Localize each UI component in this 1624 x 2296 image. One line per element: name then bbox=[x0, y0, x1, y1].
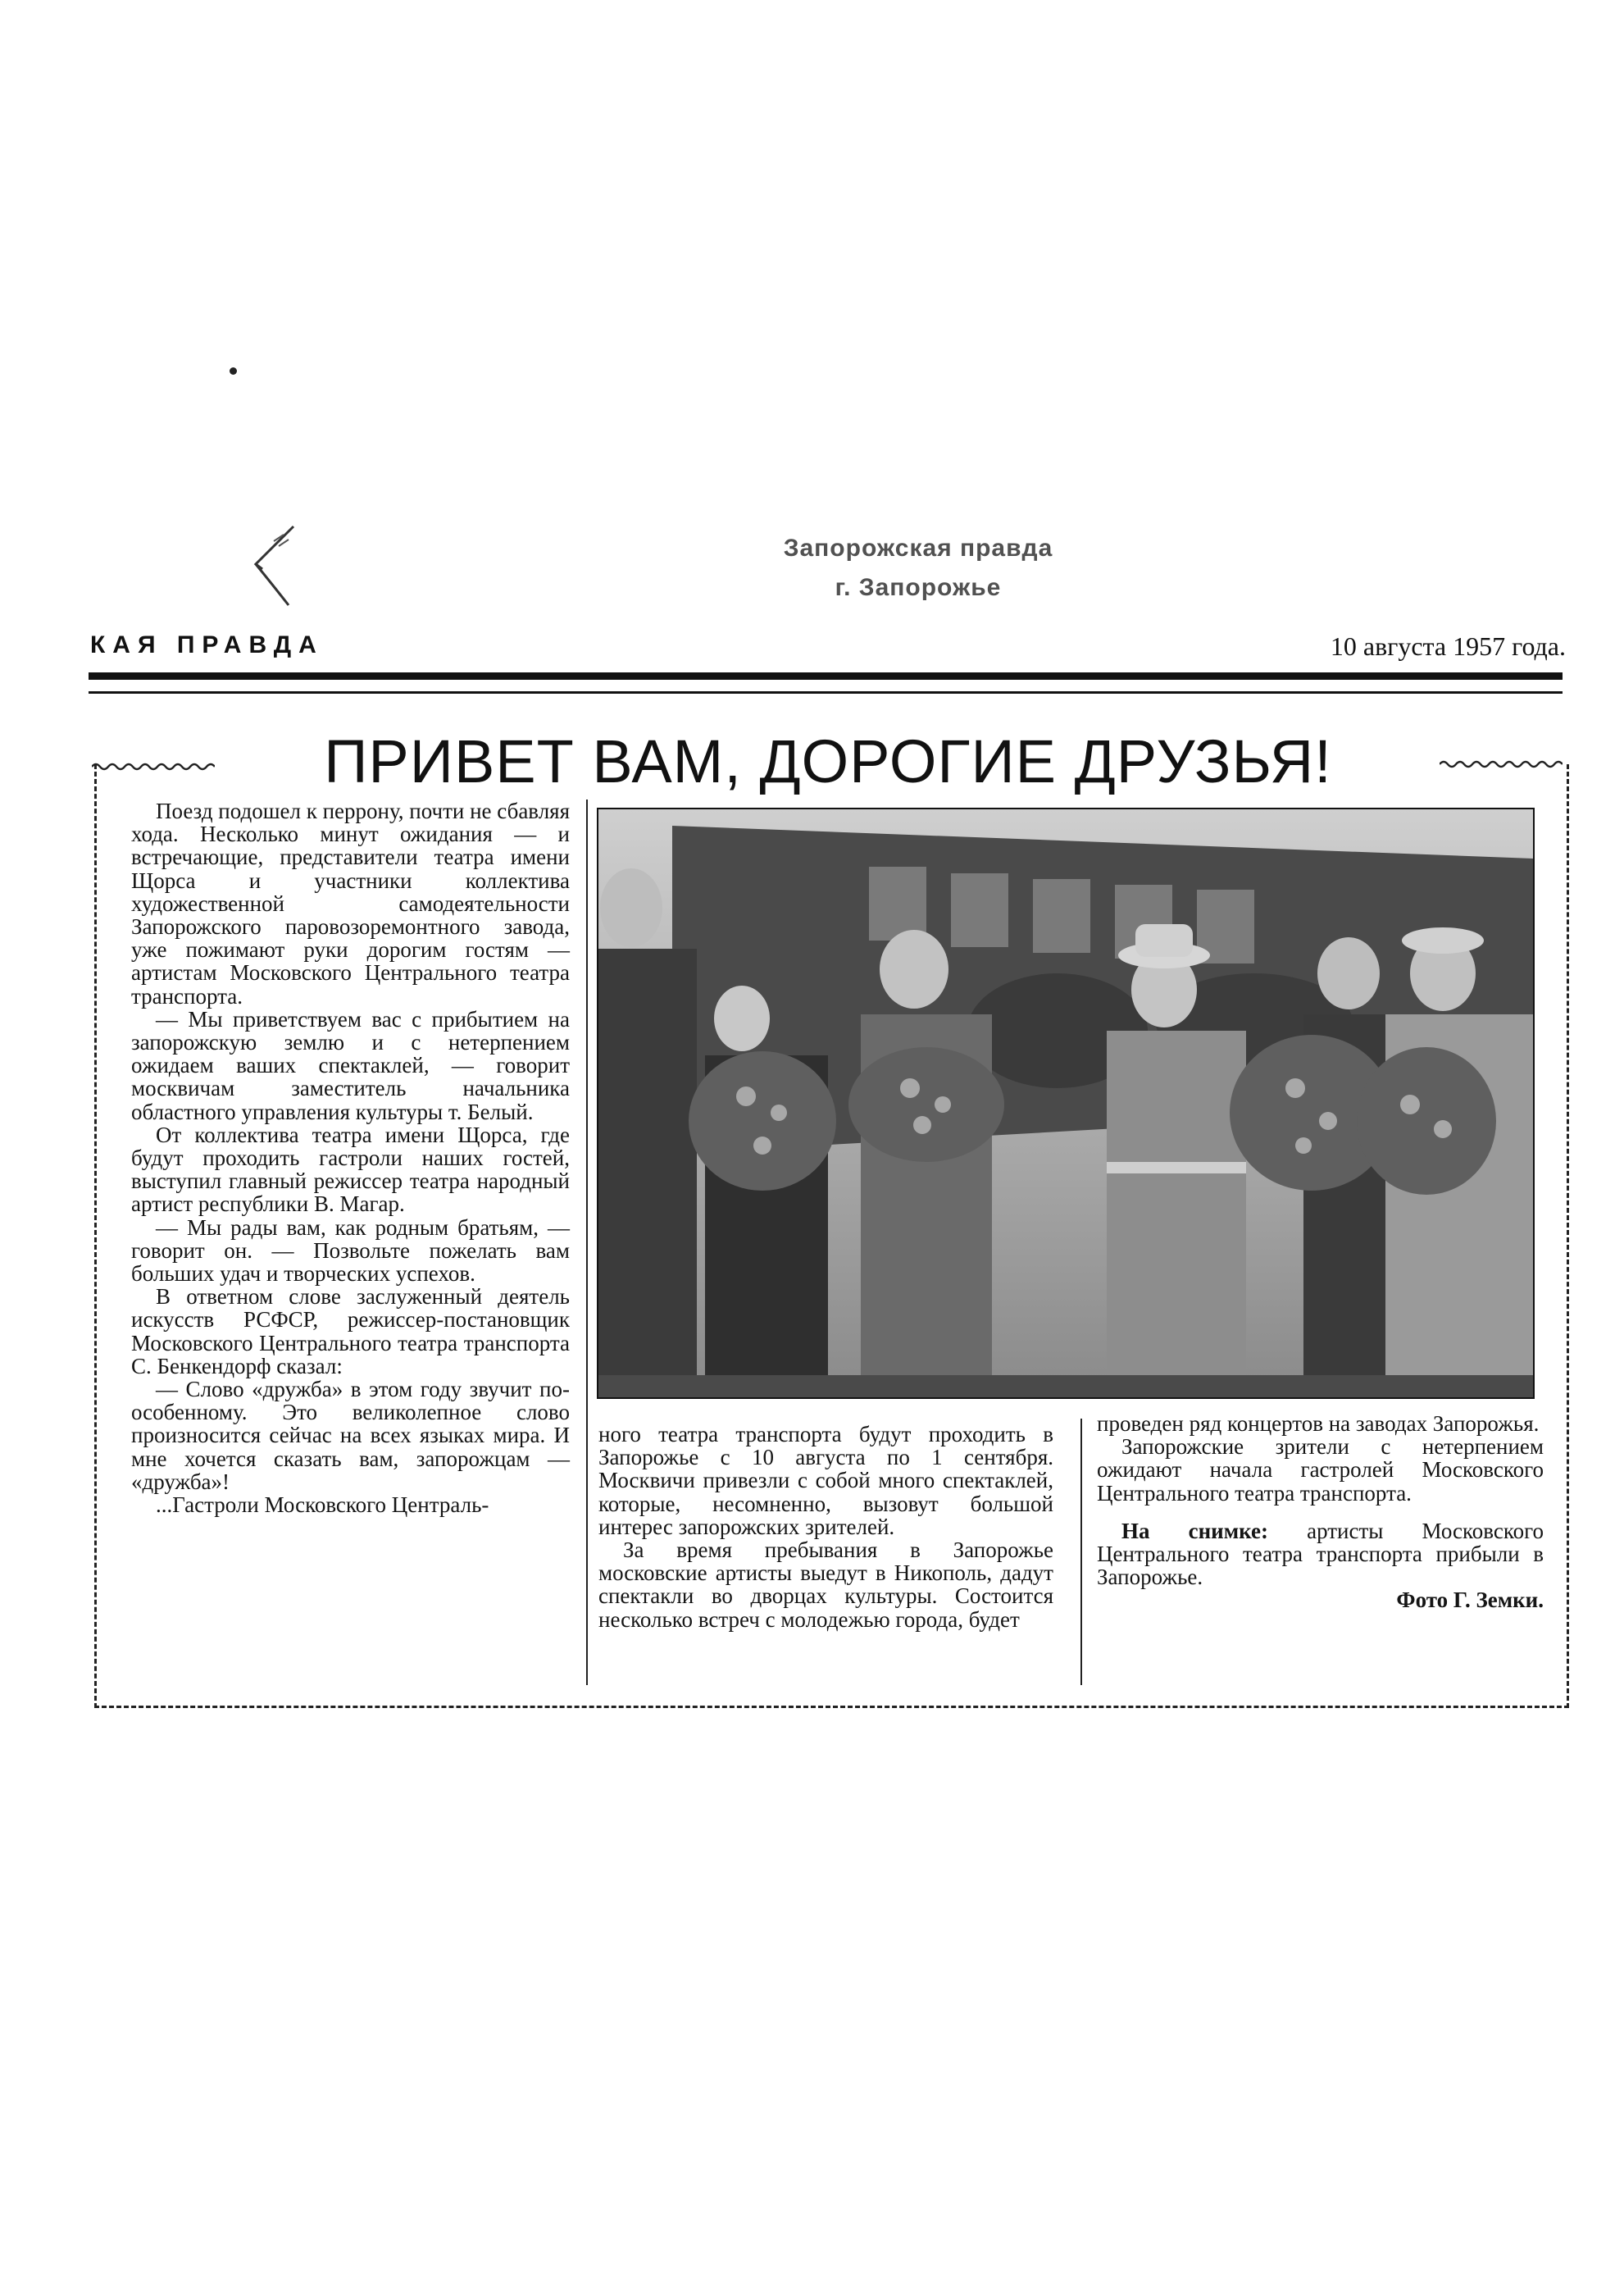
paragraph: проведен ряд концертов на заводах Запорожья. bbox=[1097, 1411, 1540, 1436]
photo-caption bbox=[1097, 1519, 1544, 1589]
column-divider-1 bbox=[586, 800, 588, 1685]
ink-dot bbox=[230, 367, 237, 375]
paragraph: Поезд подошел к перрону, почти не сбавляя хода. Несколько минут ожидания — и встречающие, представители театра имени Щорса и участники коллектива художественной самодеятельности Запорожского паровозоремонтного завода, уже пожимают руки дорогим гостям — артистам Московского Центрального театра транспорта. bbox=[131, 799, 571, 1009]
stamp-line-2: г. Запорожье bbox=[835, 574, 1002, 601]
paper-name: КАЯ ПРАВДА bbox=[90, 631, 324, 658]
paragraph: От коллектива театра имени Щорса, где будут проходить гастроли наших гостей, выступил главный режиссер театра народный артист республики В. Магар. bbox=[131, 1122, 570, 1217]
masthead-rule-thick bbox=[89, 672, 1563, 680]
article-column-2 bbox=[598, 1423, 1053, 1685]
article-headline: ПРИВЕТ ВАМ, ДОРОГИЕ ДРУЗЬЯ! bbox=[324, 727, 1332, 795]
article-column-3 bbox=[1097, 1412, 1544, 1683]
paragraph: — Мы рады вам, как родным братьям, — говорит он. — Позвольте пожелать вам больших удач и творческих успехов. bbox=[131, 1214, 570, 1287]
article-column-1 bbox=[131, 800, 570, 1689]
caption-label: На снимке: bbox=[1121, 1518, 1268, 1543]
archive-stamp bbox=[705, 529, 1131, 608]
issue-date: 10 августа 1957 года. bbox=[1330, 631, 1566, 661]
paragraph: — Мы приветствуем вас с прибытием на запорожскую землю и с нетерпением ожидаем ваших спектаклей, — говорит москвичам заместитель начальника областного управления культуры т. Белый. bbox=[131, 1006, 570, 1124]
article-photo bbox=[597, 808, 1535, 1399]
photo-credit: Фото Г. Земки. bbox=[1396, 1588, 1544, 1613]
paragraph: ного театра транспорта будут проходить в Запорожье с 10 августа по 1 сентября. Москвичи привезли с собой много спектаклей, которые, несомненно, вызовут большой интерес запорожских зрителей. bbox=[598, 1422, 1053, 1539]
paragraph: Запорожские зрители с нетерпением ожидают начала гастролей Московского Центрального театра транспорта. bbox=[1097, 1434, 1544, 1506]
stamp-line-1: Запорожская правда bbox=[783, 535, 1053, 562]
paragraph: ...Гастроли Московского Централь- bbox=[156, 1492, 489, 1518]
caption-text: артисты Московского Центрального театра транспорта прибыли в Запорожье. bbox=[1097, 1518, 1544, 1590]
pencil-mark bbox=[238, 517, 312, 615]
masthead-rule-thin bbox=[89, 691, 1563, 694]
photo-illustration bbox=[598, 809, 1533, 1397]
masthead bbox=[90, 631, 1566, 667]
paragraph: За время пребывания в Запорожье московские артисты выедут в Никополь, дадут спектакли во дворцах культуры. Состоится несколько встреч с молодежью города, будет bbox=[598, 1538, 1053, 1632]
column-divider-2 bbox=[1080, 1419, 1082, 1685]
paragraph: В ответном слове заслуженный деятель искусств РСФСР, режиссер-постановщик Московского Центрального театра транспорта С. Бенкендорф сказал: bbox=[131, 1284, 570, 1378]
paragraph: — Слово «дружба» в этом году звучит по-особенному. Это великолепное слово произносится сейчас на всех языках мира. И мне хочется сказать вам, запорожцам — «дружба»! bbox=[131, 1377, 570, 1494]
